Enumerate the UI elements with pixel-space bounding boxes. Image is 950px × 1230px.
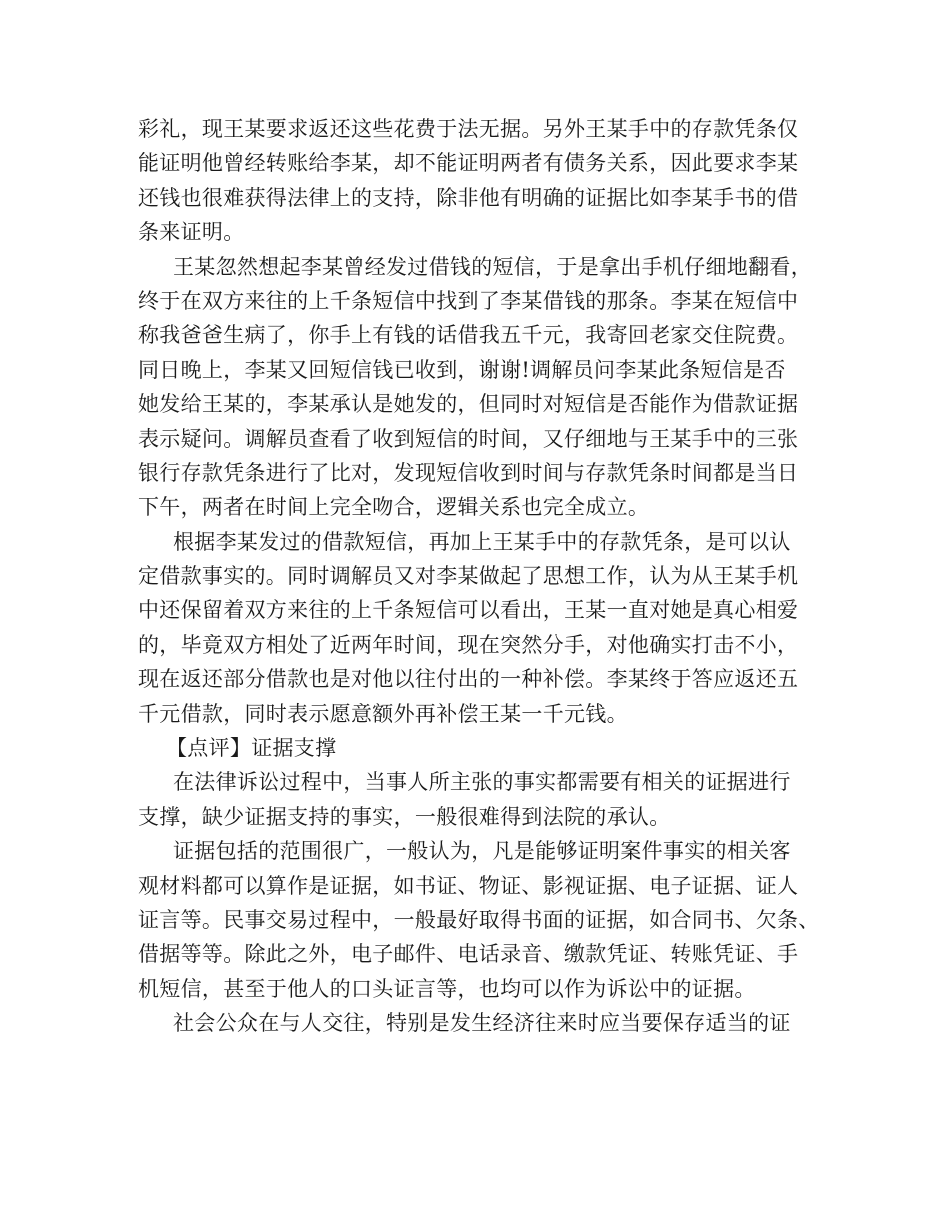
text-line: 证言等。民事交易过程中，一般最好取得书面的证据，如合同书、欠条、 [138,907,820,932]
text-line: 的，毕竟双方相处了近两年时间，现在突然分手，对他确实打击不小， [138,632,799,657]
text-line: 终于在双方来往的上千条短信中找到了李某借钱的那条。李某在短信中 [138,288,799,313]
document-body [138,112,828,1041]
text-line: 根据李某发过的借款短信，再加上王某手中的存款凭条，是可以认 [173,529,791,554]
text-line: 在法律诉讼过程中，当事人所主张的事实都需要有相关的证据进行 [173,770,791,795]
text-line: 千元借款，同时表示愿意额外再补偿王某一千元钱。 [138,701,628,726]
text-line: 下午，两者在时间上完全吻合，逻辑关系也完全成立。 [138,495,650,520]
text-line: 观材料都可以算作是证据，如书证、物证、影视证据、电子证据、证人 [138,873,799,898]
text-line: 同日晚上，李某又回短信钱已收到，谢谢!调解员问李某此条短信是否 [138,357,786,382]
text-line: 现在返还部分借款也是对他以往付出的一种补偿。李某终于答应返还五 [138,667,799,692]
text-line: 证据包括的范围很广，一般认为，凡是能够证明案件事实的相关客 [173,839,791,864]
text-line: 王某忽然想起李某曾经发过借钱的短信，于是拿出手机仔细地翻看， [173,254,812,279]
text-line: 表示疑问。调解员查看了收到短信的时间，又仔细地与王某手中的三张 [138,426,799,451]
text-line: 社会公众在与人交往，特别是发生经济往来时应当要保存适当的证 [173,1011,791,1036]
text-line: 彩礼，现王某要求返还这些花费于法无据。另外王某手中的存款凭条仅 [138,117,799,141]
text-line: 机短信，甚至于他人的口头证言等，也均可以作为诉讼中的证据。 [138,976,756,1001]
text-line: 她发给王某的，李某承认是她发的，但同时对短信是否能作为借款证据 [138,392,799,417]
text-line: 支撑，缺少证据支持的事实，一般很难得到法院的承认。 [138,804,671,829]
text-line: 银行存款凭条进行了比对，发现短信收到时间与存款凭条时间都是当日 [138,460,799,485]
text-line: 能证明他曾经转账给李某，却不能证明两者有债务关系，因此要求李某 [138,151,799,176]
text-line: 定借款事实的。同时调解员又对李某做起了思想工作，认为从王某手机 [138,564,799,589]
text-line: 借据等等。除此之外，电子邮件、电话录音、缴款凭证、转账凭证、手 [138,942,799,967]
text-line: 还钱也很难获得法律上的支持，除非他有明确的证据比如李某手书的借 [138,185,799,210]
text-line: 称我爸爸生病了，你手上有钱的话借我五千元，我寄回老家交住院费。 [138,323,799,348]
text-line: 中还保留着双方来往的上千条短信可以看出，王某一直对她是真心相爱 [138,598,799,623]
text-line: 条来证明。 [138,220,245,245]
section-heading: 【点评】证据支撑 [166,736,337,761]
